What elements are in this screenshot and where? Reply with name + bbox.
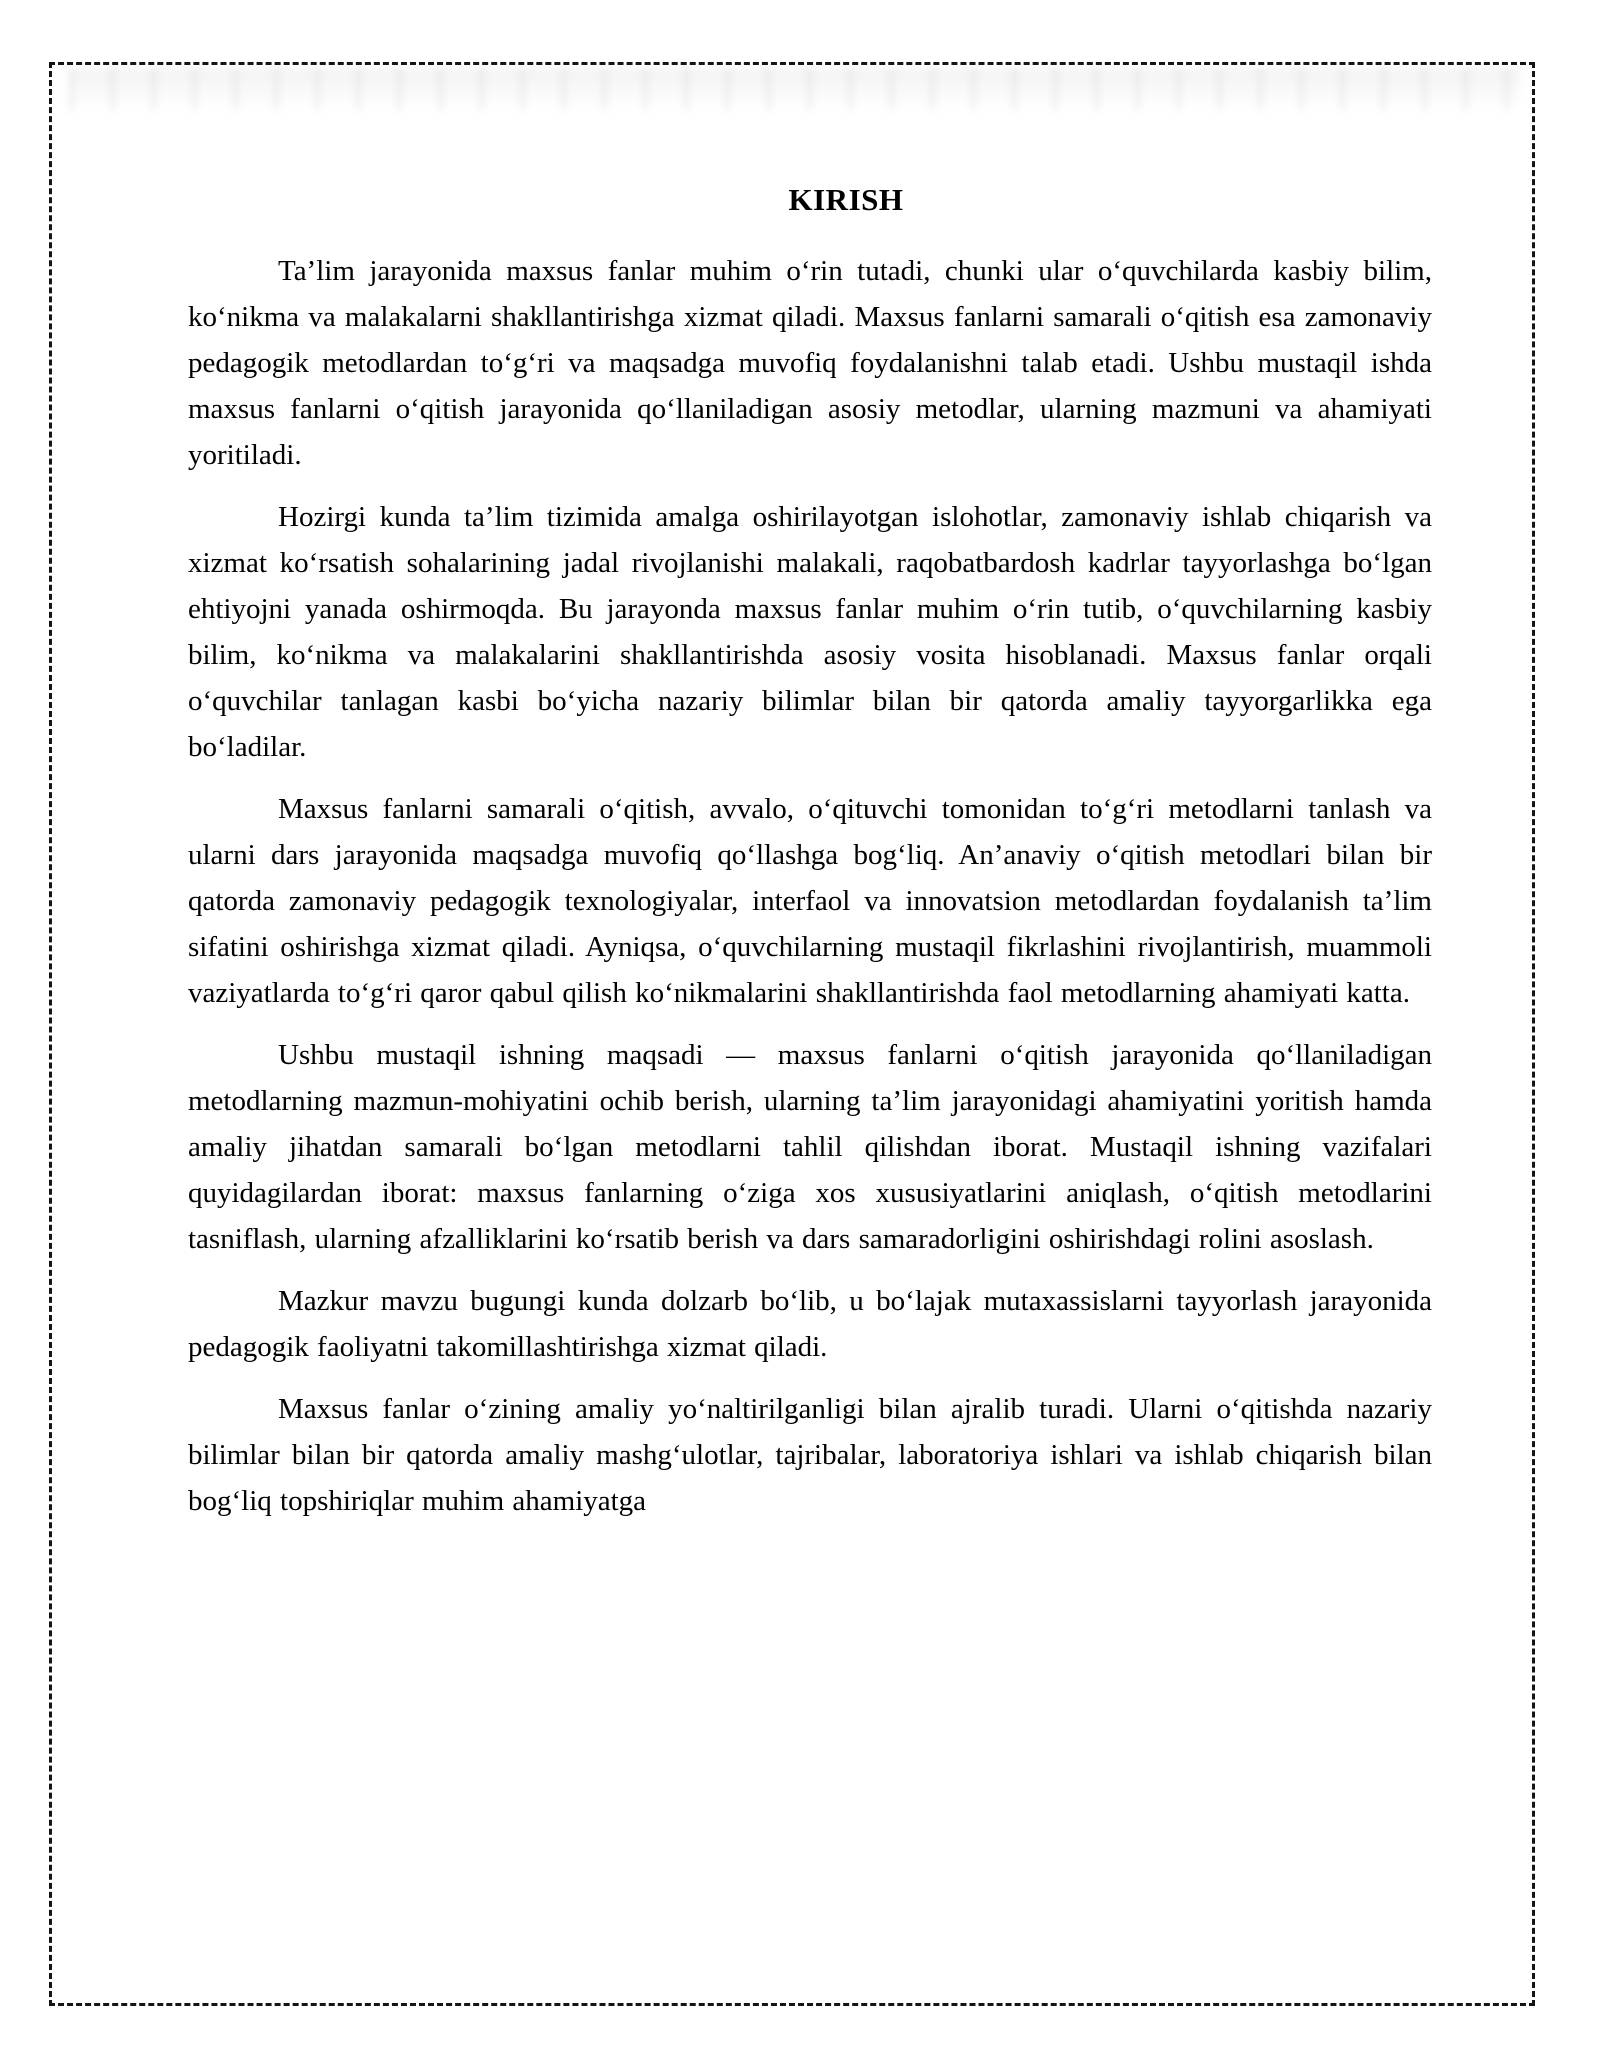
paragraph-5: Mazkur mavzu bugungi kunda dolzarb bo‘lib, u bo‘lajak mutaxassislarni tayyorlash jarayonida pedagogik faoliyatni takomillashtirishga xizmat qiladi. [188,1285,1432,1363]
paragraph-2: Hozirgi kunda ta’lim tizimida amalga oshirilayotgan islohotlar, zamonaviy ishlab chiqarish va xizmat ko‘rsatish sohalarining jadal rivojlanishi malakali, raqobatbardosh kadrlar tayyorlashga bo‘lgan ehtiyojni yanada oshirmoqda. Bu jarayonda maxsus fanlar muhim o‘rin tutib, o‘quvchilarning kasbiy bilim, ko‘nikma va malakalarini shakllantirishda asosiy vosita hisoblanadi. Maxsus fanlar orqali o‘quvchilar tanlagan kasbi bo‘yicha nazariy bilimlar bilan bir qatorda amaliy tayyorgarlikka ega bo‘ladilar. [188,501,1432,763]
paragraph-4: Ushbu mustaqil ishning maqsadi — maxsus fanlarni o‘qitish jarayonida qo‘llaniladigan metodlarning mazmun-mohiyatini ochib berish, ularning ta’lim jarayonidagi ahamiyatini yoritish hamda amaliy jihatdan samarali bo‘lgan metodlarni tahlil qilishdan iborat. Mustaqil ishning vazifalari quyidagilardan iborat: maxsus fanlarning o‘ziga xos xususiyatlarini aniqlash, o‘qitish metodlarini tasniflash, ularning afzalliklarini ko‘rsatib berish va dars samaradorligini oshirishdagi rolini asoslash. [188,1039,1432,1255]
document-title: KIRISH [788,182,904,217]
document-content [188,180,1432,1540]
paragraph-1: Ta’lim jarayonida maxsus fanlar muhim o‘rin tutadi, chunki ular o‘quvchilarda kasbiy bilim, ko‘nikma va malakalarni shakllantirishga xizmat qiladi. Maxsus fanlarni samarali o‘qitish esa zamonaviy pedagogik metodlardan to‘g‘ri va maqsadga muvofiq foydalanishni talab etadi. Ushbu mustaqil ishda maxsus fanlarni o‘qitish jarayonida qo‘llaniladigan asosiy metodlar, ularning mazmuni va ahamiyati yoritiladi. [188,255,1432,471]
paragraph-3: Maxsus fanlarni samarali o‘qitish, avvalo, o‘qituvchi tomonidan to‘g‘ri metodlarni tanlash va ularni dars jarayonida maqsadga muvofiq qo‘llashga bog‘liq. An’anaviy o‘qitish metodlari bilan bir qatorda zamonaviy pedagogik texnologiyalar, interfaol va innovatsion metodlardan foydalanish ta’lim sifatini oshirishga xizmat qiladi. Ayniqsa, o‘quvchilarning mustaqil fikrlashini rivojlantirish, muammoli vaziyatlarda to‘g‘ri qaror qabul qilish ko‘nikmalarini shakllantirishda faol metodlarning ahamiyati katta. [188,793,1432,1009]
paragraph-6: Maxsus fanlar o‘zining amaliy yo‘naltirilganligi bilan ajralib turadi. Ularni o‘qitishda nazariy bilimlar bilan bir qatorda amaliy mashg‘ulotlar, tajribalar, laboratoriya ishlari va ishlab chiqarish bilan bog‘liq topshiriqlar muhim ahamiyatga [188,1393,1432,1517]
